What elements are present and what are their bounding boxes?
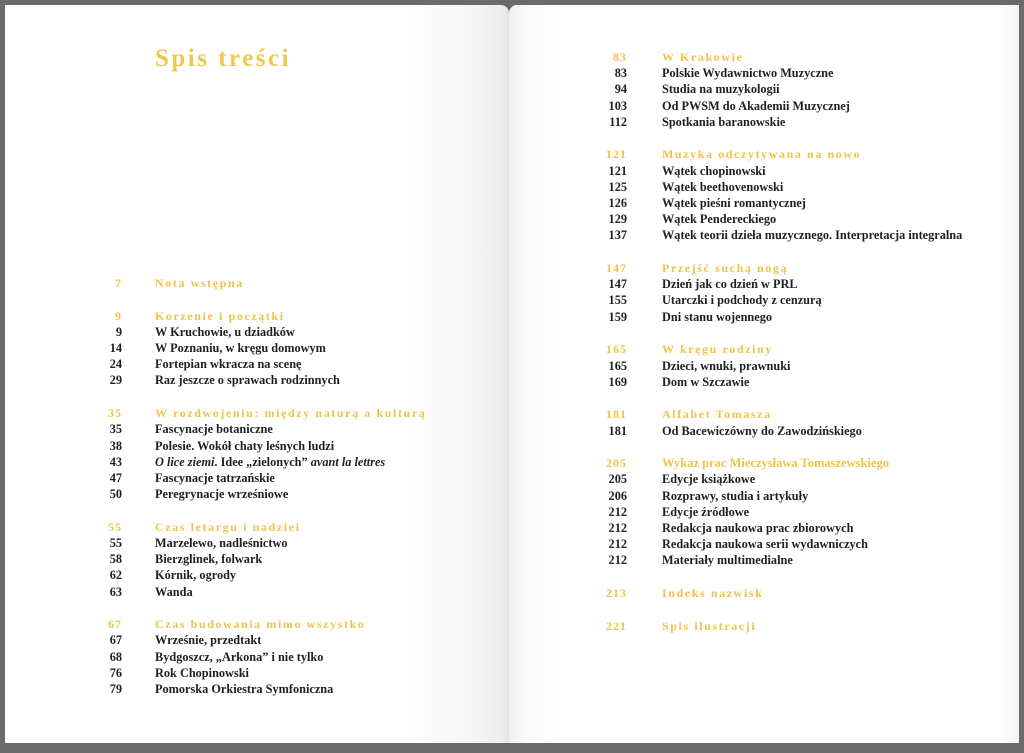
- entry-page-number: 50: [109, 487, 122, 502]
- entry-title: W Poznaniu, w kręgu domowym: [155, 341, 326, 356]
- entry-title: Peregrynacje wrześniowe: [155, 487, 289, 502]
- entry-title: Marzelewo, nadleśnictwo: [155, 535, 288, 550]
- entry-page-number: 63: [109, 584, 122, 599]
- section-page-number: 165: [606, 342, 627, 357]
- entry-page-number: 212: [608, 521, 627, 535]
- entry-title-middle: . Idee „zielonych”: [214, 454, 311, 469]
- entry-title: Raz jeszcze o sprawach rodzinnych: [155, 373, 340, 388]
- entry-page-number: 94: [614, 82, 627, 97]
- entry-title: Wątek teorii dzieła muzycznego. Interpretacja integralna: [662, 228, 963, 243]
- section-title: Czas budowania mimo wszystko: [155, 617, 366, 632]
- section-page-number: 147: [606, 261, 627, 276]
- page-title: Spis treści: [155, 45, 292, 72]
- entry-page-number: 55: [109, 535, 122, 550]
- section-title: Korzenie i początki: [155, 308, 285, 323]
- entry-title: Od Bacewiczówny do Zawodzińskiego: [662, 423, 862, 438]
- entry-page-number: 121: [608, 163, 627, 178]
- entry-title: Materiały multimedialne: [662, 553, 793, 568]
- entry-title: Edycje źródłowe: [662, 504, 750, 519]
- entry-title: Edycje książkowe: [662, 472, 756, 487]
- entry-title: Kórnik, ogrody: [155, 568, 237, 583]
- entry-title-italic: avant la lettres: [310, 454, 386, 469]
- entry-page-number: 103: [608, 98, 627, 113]
- entry-page-number: 212: [608, 537, 627, 552]
- section-page-number: 67: [108, 617, 122, 632]
- entry-title: Rok Chopinowski: [155, 665, 249, 680]
- entry-page-number: 137: [608, 228, 627, 243]
- entry-title: Utarczki i podchody z cenzurą: [662, 293, 822, 308]
- entry-title: Redakcja naukowa serii wydawniczych: [662, 537, 868, 552]
- entry-page-number: 125: [608, 179, 627, 194]
- entry-page-number: 14: [109, 341, 122, 356]
- entry-title: W Kruchowie, u dziadków: [155, 324, 295, 339]
- entry-title: Fascynacje botaniczne: [155, 422, 273, 437]
- entry-title: Pomorska Orkiestra Symfoniczna: [155, 681, 334, 696]
- entry-title: Bydgoszcz, „Arkona” i nie tylko: [155, 649, 324, 664]
- entry-page-number: 155: [608, 293, 627, 308]
- left-page: [5, 5, 509, 743]
- entry-page-number: 9: [115, 324, 122, 339]
- entry-page-number: 165: [608, 358, 627, 373]
- entry-page-number: 79: [109, 681, 122, 696]
- entry-page-number: 169: [608, 374, 627, 389]
- entry-title: Wątek chopinowski: [662, 163, 766, 178]
- entry-title: Fortepian wkracza na scenę: [155, 357, 302, 372]
- section-page-number: 55: [108, 519, 122, 534]
- entry-title: Dom w Szczawie: [662, 374, 750, 389]
- entry-title: Wanda: [155, 584, 193, 599]
- section-title: Nota wstępna: [155, 276, 244, 290]
- section-title: Alfabet Tomasza: [662, 407, 772, 422]
- entry-page-number: 35: [109, 422, 122, 437]
- section-page-number: 7: [115, 276, 122, 290]
- entry-title: [155, 454, 385, 470]
- entry-page-number: 68: [109, 649, 122, 664]
- entry-title: Dzieci, wnuki, prawnuki: [662, 358, 791, 373]
- entry-title: Wątek Pendereckiego: [662, 212, 777, 227]
- section-page-number: 221: [606, 618, 627, 633]
- entry-title: Bierzglinek, folwark: [155, 552, 263, 567]
- entry-page-number: 112: [609, 114, 627, 129]
- section-title: Wykaz prac Mieczysława Tomaszewskiego: [662, 456, 889, 471]
- section-page-number: 213: [606, 586, 627, 601]
- entry-page-number: 29: [109, 373, 122, 388]
- entry-title: Od PWSM do Akademii Muzycznej: [662, 98, 850, 113]
- entry-title: Wątek pieśni romantycznej: [662, 196, 806, 210]
- section-page-number: 205: [606, 456, 627, 471]
- section-title: W Krakowie: [662, 50, 744, 64]
- entry-title: Polskie Wydawnictwo Muzyczne: [662, 66, 834, 81]
- entry-title: Redakcja naukowa prac zbiorowych: [662, 521, 854, 535]
- section-title: Indeks nazwisk: [662, 586, 764, 601]
- entry-page-number: 181: [608, 423, 627, 438]
- section-page-number: 9: [115, 308, 122, 323]
- section-title: Czas letargu i nadziei: [155, 519, 301, 534]
- entry-title: Dni stanu wojennego: [662, 309, 773, 324]
- entry-title: Studia na muzykologii: [662, 82, 780, 97]
- section-title: Przejść suchą nogą: [662, 261, 789, 276]
- entry-page-number: 126: [608, 196, 627, 210]
- section-title: W kręgu rodziny: [662, 342, 773, 357]
- entry-title: Wrześnie, przedtakt: [155, 633, 262, 648]
- section-page-number: 83: [613, 50, 627, 64]
- entry-page-number: 47: [109, 470, 122, 485]
- entry-page-number: 43: [109, 454, 122, 469]
- entry-page-number: 159: [608, 309, 627, 324]
- entry-page-number: 24: [109, 357, 122, 372]
- entry-page-number: 206: [608, 488, 627, 503]
- entry-page-number: 62: [109, 568, 122, 583]
- section-page-number: 181: [606, 407, 627, 422]
- section-title: Muzyka odczytywana na nowo: [662, 147, 862, 162]
- entry-page-number: 58: [109, 552, 122, 567]
- entry-page-number: 205: [608, 472, 627, 487]
- section-page-number: 35: [108, 406, 122, 421]
- entry-title-italic: O lice ziemi: [155, 454, 215, 469]
- entry-title: Rozprawy, studia i artykuły: [662, 488, 809, 503]
- entry-title: Polesie. Wokół chaty leśnych ludzi: [155, 438, 335, 453]
- entry-page-number: 67: [109, 633, 122, 648]
- entry-page-number: 129: [608, 212, 627, 227]
- right-page: [509, 5, 1019, 743]
- entry-title: Wątek beethovenowski: [662, 179, 784, 194]
- entry-page-number: 76: [109, 665, 122, 680]
- entry-page-number: 147: [608, 277, 627, 292]
- entry-title: Dzień jak co dzień w PRL: [662, 277, 798, 292]
- entry-page-number: 83: [614, 66, 627, 81]
- entry-page-number: 212: [608, 553, 627, 568]
- entry-title: Fascynacje tatrzańskie: [155, 470, 275, 485]
- section-title: Spis ilustracji: [662, 618, 757, 633]
- entry-title: Spotkania baranowskie: [662, 114, 786, 129]
- entry-page-number: 38: [109, 438, 122, 453]
- entry-page-number: 212: [608, 504, 627, 519]
- section-page-number: 121: [606, 147, 627, 162]
- section-title: W rozdwojeniu: między naturą a kulturą: [155, 406, 427, 421]
